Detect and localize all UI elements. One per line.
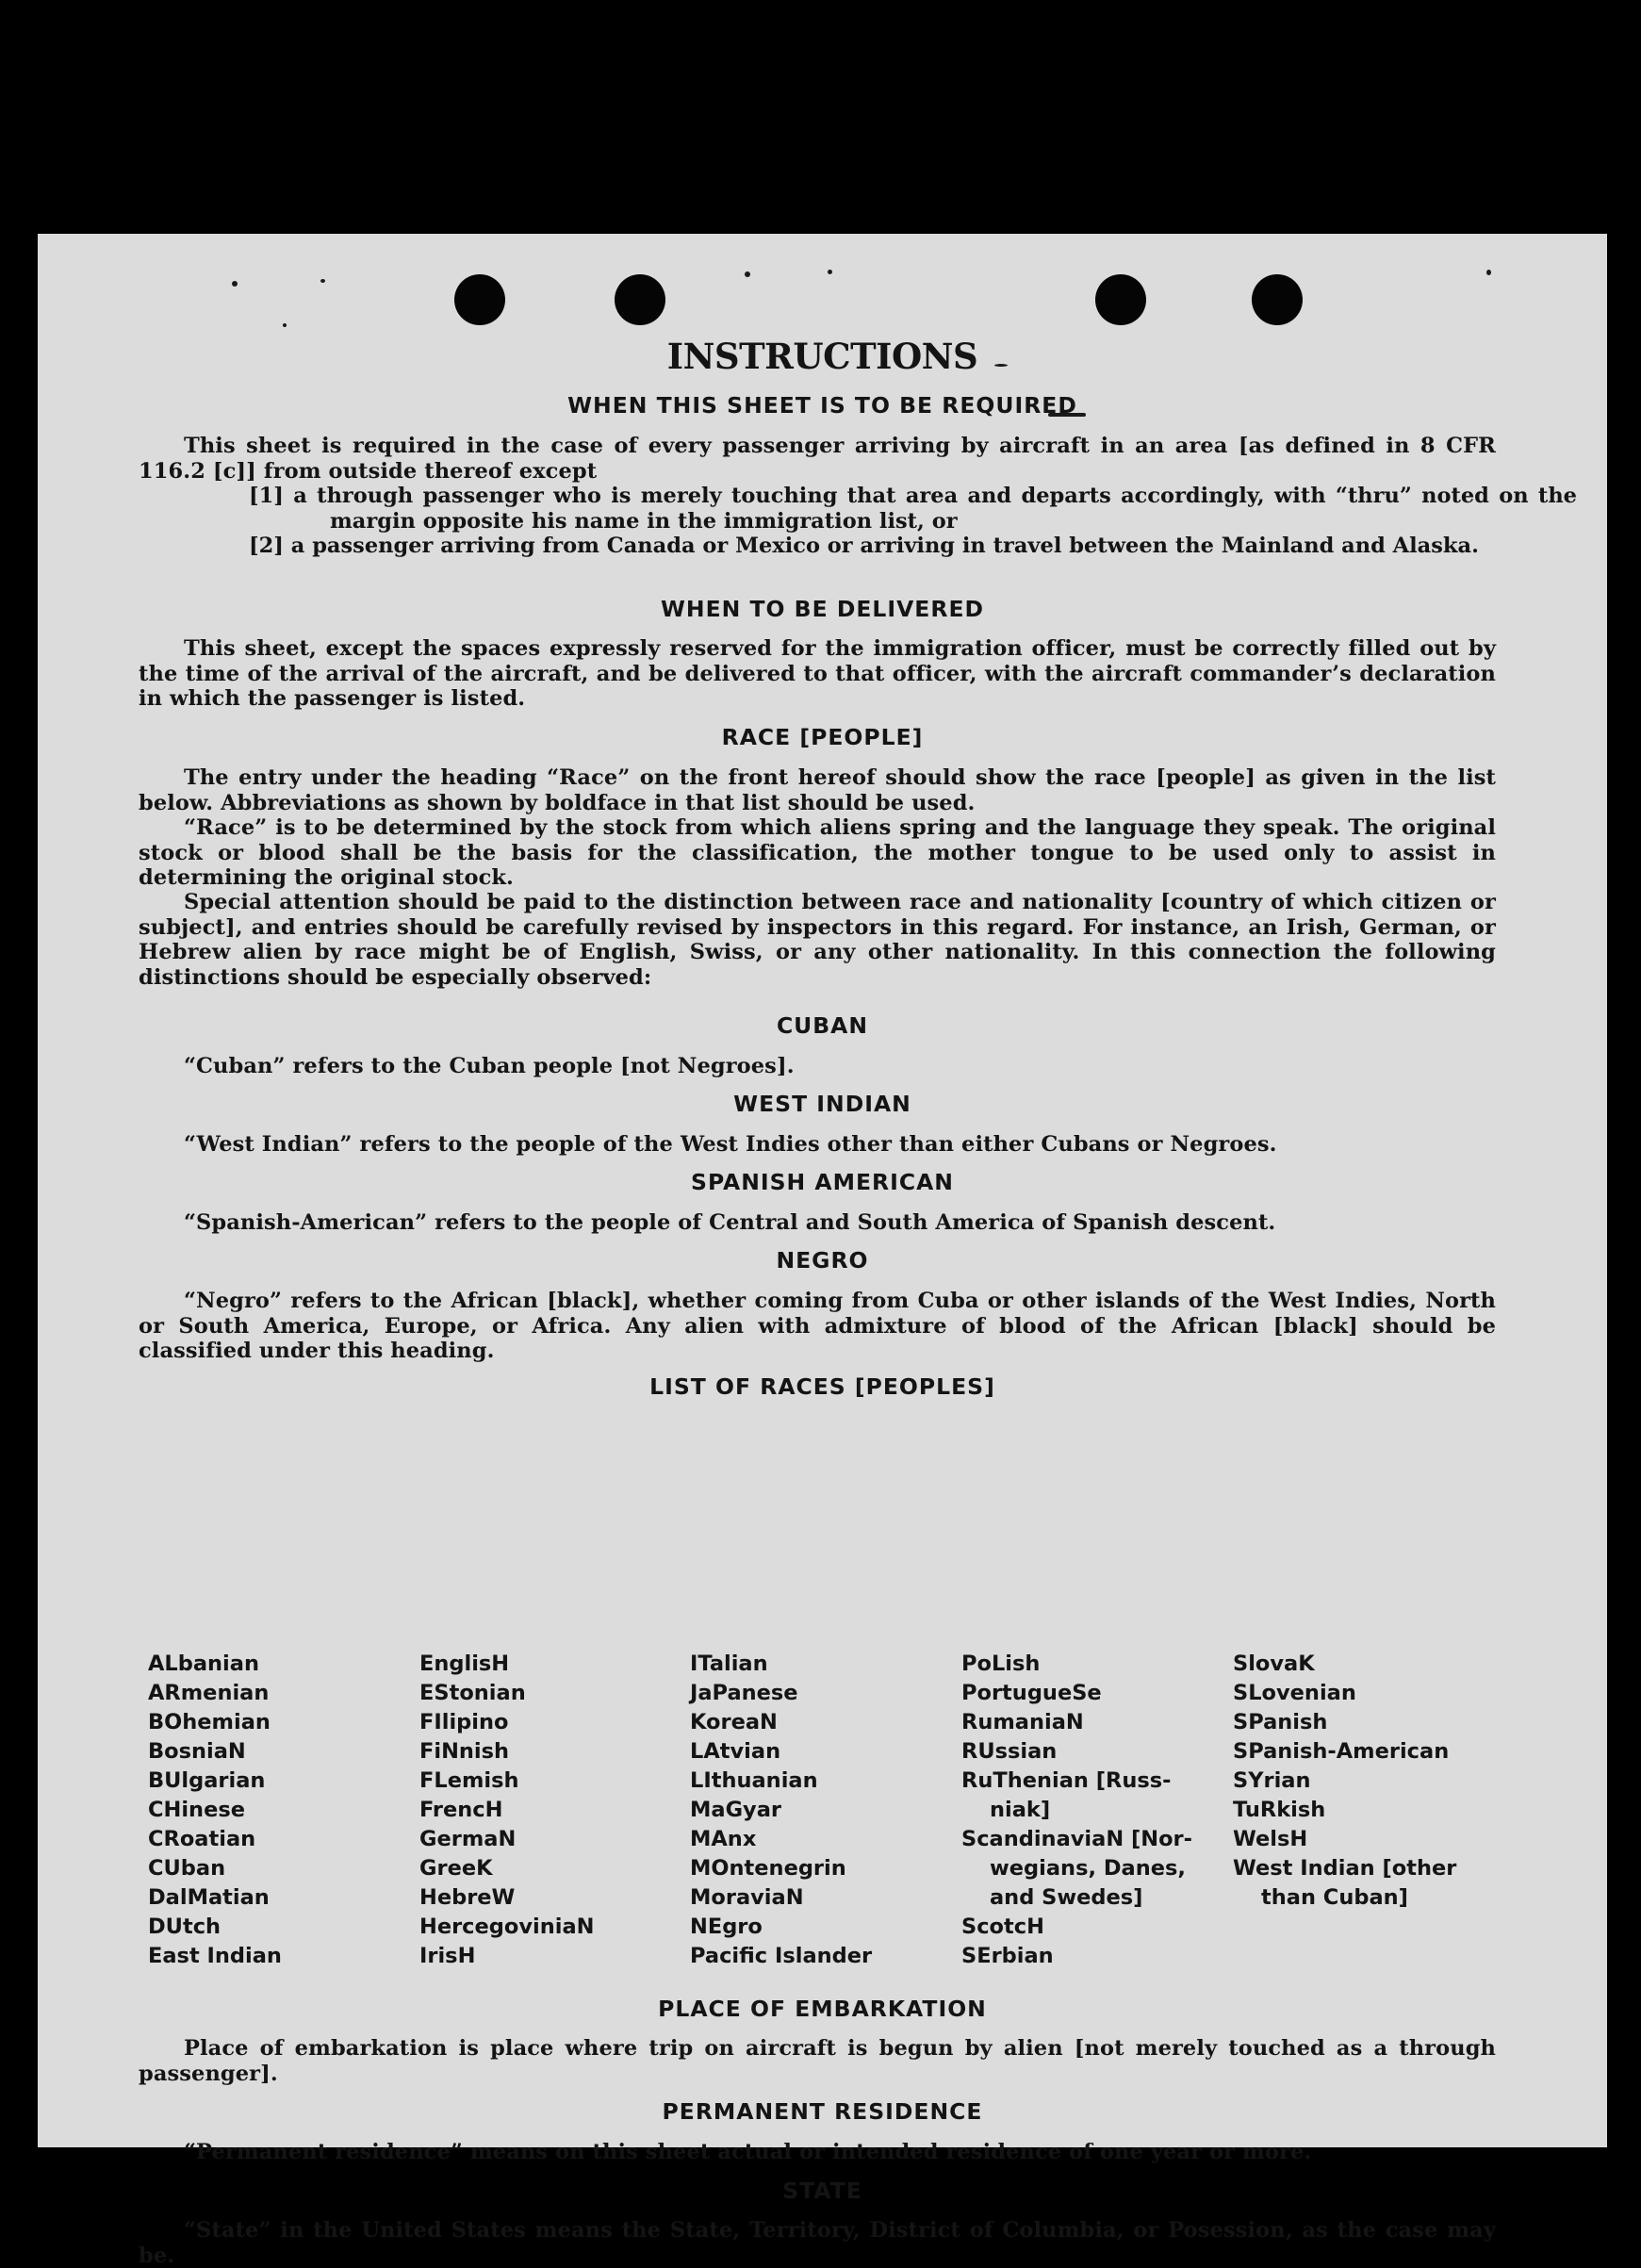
- section-heading: PLACE OF EMBARKATION: [658, 1996, 987, 2022]
- race-item: and Swedes]: [990, 1885, 1143, 1910]
- race-item: IrisH: [419, 1944, 476, 1968]
- race-item: LAtvian: [690, 1739, 781, 1764]
- race-item: JaPanese: [690, 1681, 798, 1705]
- exception-item: [1] a through passenger who is merely touching that area and departs accordingly, with “thru” noted on the margin opposite his name in the immigration list, or: [249, 484, 1577, 534]
- race-item: Pacific Islander: [690, 1944, 873, 1968]
- race-column-4: [961, 1650, 1192, 1971]
- race-item: East Indian: [148, 1944, 282, 1968]
- page-title: INSTRUCTIONS: [666, 336, 978, 377]
- document-sheet: [38, 234, 1607, 2268]
- section-heading: WEST INDIAN: [733, 1091, 911, 1117]
- race-column-3: [690, 1650, 872, 1971]
- paragraph: The entry under the heading “Race” on the front hereof should show the race [people] as given in the list below. Abbreviations as shown by boldface in that list should be used.: [139, 765, 1496, 815]
- race-item: than Cuban]: [1261, 1885, 1408, 1910]
- speck: [745, 271, 750, 277]
- race-item: EStonian: [419, 1681, 526, 1705]
- speck: [232, 281, 238, 287]
- section-heading: NEGRO: [776, 1247, 869, 1274]
- section-heading: CUBAN: [776, 1012, 869, 1039]
- race-item: ITalian: [690, 1652, 768, 1676]
- race-item: HercegoviniaN: [419, 1915, 595, 1939]
- race-item: HebreW: [419, 1885, 516, 1910]
- race-item: ScotcH: [961, 1915, 1044, 1939]
- speck: [1486, 270, 1491, 275]
- race-item: RuThenian [Russ-: [961, 1768, 1172, 1793]
- race-item: DUtch: [148, 1915, 222, 1939]
- race-item: FrencH: [419, 1798, 503, 1822]
- section-heading: WHEN TO BE DELIVERED: [661, 596, 984, 622]
- race-item: SYrian: [1233, 1768, 1311, 1793]
- race-item: TuRkish: [1233, 1798, 1326, 1822]
- race-item: RUssian: [961, 1739, 1058, 1764]
- paragraph: “Negro” refers to the African [black], whether coming from Cuba or other islands of the West Indies, North or South America, Europe, or Africa. Any alien with admixture of blood of the African [black] should be classified under this heading.: [139, 1289, 1496, 1363]
- race-item: CRoatian: [148, 1827, 256, 1851]
- race-item: BOhemian: [148, 1710, 271, 1734]
- race-column-1: [148, 1650, 282, 1971]
- punch-hole: [454, 274, 505, 325]
- punch-hole: [1095, 274, 1146, 325]
- race-item: SPanish-American: [1233, 1739, 1450, 1764]
- paragraph: This sheet is required in the case of every passenger arriving by aircraft in an area [as defined in 8 CFR 116.2 [c]] from outside thereof except: [139, 434, 1496, 484]
- race-item: CHinese: [148, 1798, 245, 1822]
- race-item: SLovenian: [1233, 1681, 1356, 1705]
- paragraph: “Permanent residence” means on this sheet actual or intended residence of one year or more.: [184, 2140, 1312, 2164]
- race-item: GermaN: [419, 1827, 517, 1851]
- paragraph: “Cuban” refers to the Cuban people [not Negroes].: [184, 1054, 795, 1078]
- speck: [828, 270, 832, 274]
- race-item: ALbanian: [148, 1652, 259, 1676]
- speck: [320, 279, 325, 283]
- paragraph: Place of embarkation is place where trip on aircraft is begun by alien [not merely touched as a through passenger].: [139, 2036, 1496, 2086]
- race-item: MAnx: [690, 1827, 757, 1851]
- race-item: FiNnish: [419, 1739, 510, 1764]
- race-item: GreeK: [419, 1856, 493, 1881]
- section-heading: PERMANENT RESIDENCE: [662, 2098, 983, 2125]
- speck: [283, 323, 287, 327]
- section-heading: SPANISH AMERICAN: [691, 1169, 954, 1195]
- paragraph: This sheet, except the spaces expressly reserved for the immigration officer, must be correctly filled out by the time of the arrival of the aircraft, and be delivered to that officer, with the aircraft commander’s declaration in which the passenger is listed.: [139, 636, 1496, 711]
- paragraph: Special attention should be paid to the distinction between race and nationality [country of which citizen or subject], and entries should be carefully revised by inspectors in this regard. For instance, an Irish, German, or Hebrew alien by race might be of English, Swiss, or any other nationality. In this connection the following distinctions should be especially observed:: [139, 890, 1496, 990]
- race-column-2: [419, 1650, 594, 1971]
- race-item: MoraviaN: [690, 1885, 804, 1910]
- paragraph: “Spanish-American” refers to the people of Central and South America of Spanish descent.: [184, 1210, 1276, 1235]
- race-item: EnglisH: [419, 1652, 510, 1676]
- race-column-5: [1233, 1650, 1456, 1913]
- race-item: PoLish: [961, 1652, 1041, 1676]
- race-item: BUlgarian: [148, 1768, 266, 1793]
- race-item: CUban: [148, 1856, 226, 1881]
- race-item: MOntenegrin: [690, 1856, 846, 1881]
- exception-item: [2] a passenger arriving from Canada or Mexico or arriving in travel between the Mainland and Alaska.: [249, 534, 1479, 558]
- race-item: NEgro: [690, 1915, 763, 1939]
- race-item: KoreaN: [690, 1710, 778, 1734]
- section-heading: WHEN THIS SHEET IS TO BE REQUIRED: [567, 392, 1077, 419]
- race-item: SErbian: [961, 1944, 1054, 1968]
- race-item: niak]: [990, 1798, 1051, 1822]
- race-item: ARmenian: [148, 1681, 270, 1705]
- section-heading: STATE: [782, 2178, 862, 2204]
- section-heading: LIST OF RACES [PEOPLES]: [649, 1373, 995, 1400]
- race-item: BosniaN: [148, 1739, 246, 1764]
- race-item: ScandinaviaN [Nor-: [961, 1827, 1192, 1851]
- paragraph: “West Indian” refers to the people of the West Indies other than either Cubans or Negroes.: [184, 1132, 1277, 1157]
- race-item: wegians, Danes,: [990, 1856, 1186, 1881]
- paragraph: “Race” is to be determined by the stock from which aliens spring and the language they speak. The original stock or blood shall be the basis for the classification, the mother tongue to be used only to assist in determining the original stock.: [139, 815, 1496, 890]
- punch-hole: [615, 274, 665, 325]
- section-heading: RACE [PEOPLE]: [721, 724, 924, 750]
- race-item: RumaniaN: [961, 1710, 1084, 1734]
- race-item: WelsH: [1233, 1827, 1308, 1851]
- race-item: West Indian [other: [1233, 1856, 1457, 1881]
- race-item: LIthuanian: [690, 1768, 818, 1793]
- race-item: DalMatian: [148, 1885, 270, 1910]
- paragraph: “State” in the United States means the State, Territory, District of Columbia, or Posession, as the case may be.: [139, 2218, 1496, 2268]
- race-item: FLemish: [419, 1768, 519, 1793]
- race-item: SlovaK: [1233, 1652, 1315, 1676]
- race-item: FIlipino: [419, 1710, 509, 1734]
- race-item: SPanish: [1233, 1710, 1328, 1734]
- punch-hole: [1252, 274, 1303, 325]
- race-item: MaGyar: [690, 1798, 781, 1822]
- race-item: PortugueSe: [961, 1681, 1102, 1705]
